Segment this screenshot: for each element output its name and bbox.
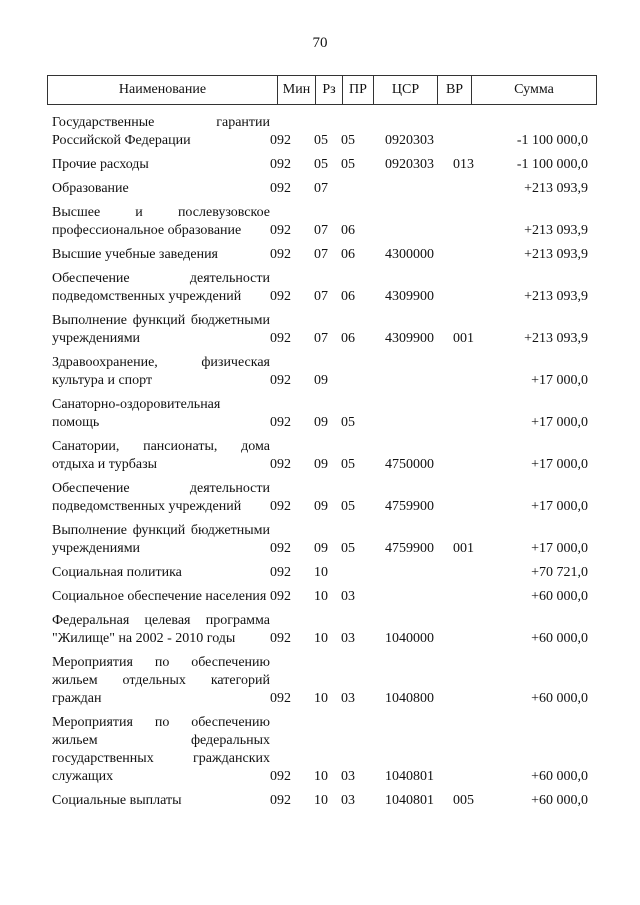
cell-sum: +60 000,0: [531, 793, 588, 808]
cell-sum: +60 000,0: [531, 769, 588, 784]
cell-sum: +213 093,9: [524, 289, 588, 304]
cell-name: Социальное обеспечение населения: [52, 589, 267, 604]
cell-pr: 05: [341, 499, 355, 514]
table-row: [52, 114, 588, 150]
table-row: [52, 204, 588, 240]
header-pr: ПР: [342, 76, 373, 104]
table-row: [52, 246, 588, 264]
table-row: [52, 564, 588, 582]
cell-csr: 4300000: [385, 247, 434, 262]
cell-min: 092: [270, 631, 291, 646]
page-number: 70: [312, 35, 328, 51]
cell-min: 092: [270, 331, 291, 346]
table-row: [52, 438, 588, 474]
cell-sum: -1 100 000,0: [516, 157, 588, 172]
cell-name: Выполнение функций бюджетными учреждениями: [52, 313, 270, 346]
table-row: [52, 180, 588, 198]
cell-rz: 05: [314, 133, 328, 148]
cell-csr: 1040000: [385, 631, 434, 646]
header-vr: ВР: [437, 76, 471, 104]
cell-pr: 05: [341, 157, 355, 172]
cell-min: 092: [270, 793, 291, 808]
cell-pr: 06: [341, 331, 355, 346]
cell-pr: 06: [341, 247, 355, 262]
table-body: [52, 114, 588, 816]
cell-pr: 03: [341, 631, 355, 646]
cell-pr: 05: [341, 415, 355, 430]
cell-sum: +60 000,0: [531, 631, 588, 646]
table-row: [52, 522, 588, 558]
cell-name: Государственные гарантии Российской Федерации: [52, 115, 270, 148]
cell-vr: 013: [453, 157, 474, 172]
cell-name: Обеспечение деятельности подведомственных учреждений: [52, 481, 270, 514]
table-row: [52, 270, 588, 306]
cell-name: Мероприятия по обеспечению жильем отдельных категорий граждан: [52, 655, 270, 706]
cell-name: Федеральная целевая программа "Жилище" на 2002 - 2010 годы: [52, 613, 270, 646]
cell-vr: 001: [453, 541, 474, 556]
cell-min: 092: [270, 769, 291, 784]
cell-sum: +213 093,9: [524, 223, 588, 238]
table-row: [52, 480, 588, 516]
cell-csr: 4750000: [385, 457, 434, 472]
cell-vr: 001: [453, 331, 474, 346]
header-sum: Сумма: [471, 76, 596, 104]
cell-name: Образование: [52, 181, 129, 196]
cell-csr: 4759900: [385, 541, 434, 556]
cell-rz: 05: [314, 157, 328, 172]
cell-sum: +17 000,0: [531, 415, 588, 430]
cell-pr: 05: [341, 541, 355, 556]
cell-name: Выполнение функций бюджетными учреждениями: [52, 523, 270, 556]
table-row: [52, 156, 588, 174]
cell-name: Мероприятия по обеспечению жильем федеральных государственных гражданских служащих: [52, 715, 270, 784]
cell-csr: 1040801: [385, 769, 434, 784]
cell-rz: 09: [314, 373, 328, 388]
cell-pr: 06: [341, 223, 355, 238]
cell-sum: +70 721,0: [531, 565, 588, 580]
cell-min: 092: [270, 247, 291, 262]
header-name: Наименование: [118, 82, 207, 97]
table-row: [52, 354, 588, 390]
table-row: [52, 714, 588, 786]
cell-min: 092: [270, 223, 291, 238]
cell-min: 092: [270, 415, 291, 430]
cell-rz: 07: [314, 331, 328, 346]
cell-min: 092: [270, 157, 291, 172]
cell-sum: +17 000,0: [531, 373, 588, 388]
cell-sum: +60 000,0: [531, 691, 588, 706]
cell-name: Социальная политика: [52, 565, 182, 580]
cell-min: 092: [270, 589, 291, 604]
cell-rz: 10: [314, 691, 328, 706]
cell-rz: 09: [314, 457, 328, 472]
table-row: [52, 612, 588, 648]
cell-sum: +213 093,9: [524, 331, 588, 346]
cell-csr: 1040801: [385, 793, 434, 808]
cell-sum: +17 000,0: [531, 457, 588, 472]
cell-name: Прочие расходы: [52, 157, 149, 172]
cell-pr: 03: [341, 793, 355, 808]
cell-name: Санатории, пансионаты, дома отдыха и турбазы: [52, 439, 270, 472]
table-row: [52, 654, 588, 708]
cell-vr: 005: [453, 793, 474, 808]
cell-sum: +60 000,0: [531, 589, 588, 604]
cell-name: Здравоохранение, физическая культура и спорт: [52, 355, 270, 388]
cell-rz: 07: [314, 223, 328, 238]
cell-min: 092: [270, 565, 291, 580]
cell-csr: 0920303: [385, 157, 434, 172]
cell-pr: 05: [341, 133, 355, 148]
cell-rz: 10: [314, 565, 328, 580]
cell-rz: 07: [314, 181, 328, 196]
cell-pr: 06: [341, 289, 355, 304]
cell-sum: +213 093,9: [524, 247, 588, 262]
table-row: [52, 312, 588, 348]
header-min: Мин: [277, 76, 315, 104]
cell-rz: 10: [314, 589, 328, 604]
cell-csr: 4759900: [385, 499, 434, 514]
table-row: [52, 396, 588, 432]
cell-rz: 07: [314, 247, 328, 262]
cell-rz: 10: [314, 631, 328, 646]
table-row: [52, 792, 588, 810]
cell-min: 092: [270, 181, 291, 196]
cell-sum: +213 093,9: [524, 181, 588, 196]
table-header: [47, 75, 597, 105]
cell-min: 092: [270, 457, 291, 472]
cell-rz: 10: [314, 769, 328, 784]
cell-min: 092: [270, 541, 291, 556]
cell-rz: 09: [314, 415, 328, 430]
cell-csr: 4309900: [385, 331, 434, 346]
cell-pr: 03: [341, 589, 355, 604]
cell-min: 092: [270, 133, 291, 148]
cell-sum: -1 100 000,0: [516, 133, 588, 148]
cell-pr: 03: [341, 769, 355, 784]
cell-name: Высшее и послевузовское профессиональное образование: [52, 205, 270, 238]
cell-sum: +17 000,0: [531, 499, 588, 514]
cell-name: Санаторно-оздоровительная помощь: [52, 397, 221, 430]
cell-name: Социальные выплаты: [52, 793, 182, 808]
cell-sum: +17 000,0: [531, 541, 588, 556]
cell-name: Высшие учебные заведения: [52, 247, 218, 262]
cell-min: 092: [270, 373, 291, 388]
cell-min: 092: [270, 691, 291, 706]
cell-rz: 07: [314, 289, 328, 304]
cell-rz: 09: [314, 499, 328, 514]
cell-rz: 09: [314, 541, 328, 556]
header-csr: ЦСР: [373, 76, 437, 104]
cell-csr: 0920303: [385, 133, 434, 148]
header-rz: Рз: [315, 76, 342, 104]
cell-pr: 03: [341, 691, 355, 706]
table-row: [52, 588, 588, 606]
cell-rz: 10: [314, 793, 328, 808]
cell-pr: 05: [341, 457, 355, 472]
cell-min: 092: [270, 499, 291, 514]
cell-csr: 1040800: [385, 691, 434, 706]
cell-name: Обеспечение деятельности подведомственных учреждений: [52, 271, 270, 304]
cell-csr: 4309900: [385, 289, 434, 304]
cell-min: 092: [270, 289, 291, 304]
